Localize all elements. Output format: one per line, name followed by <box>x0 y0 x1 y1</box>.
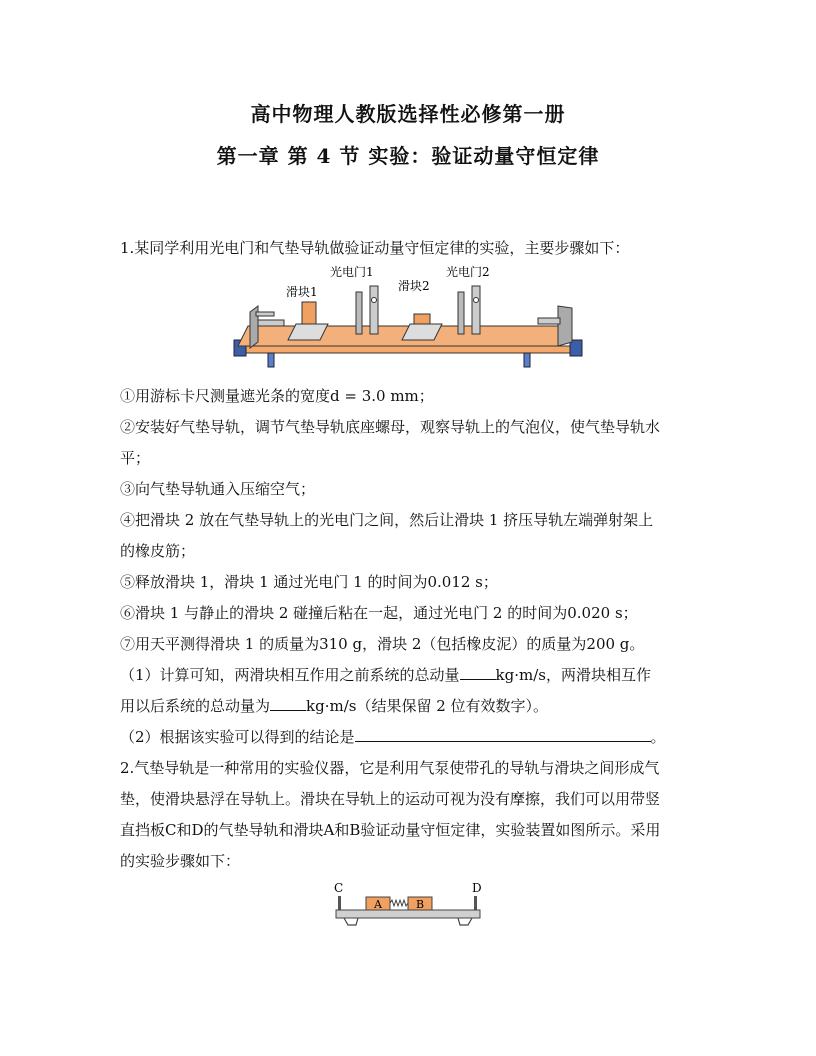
step-2: ②安装好气垫导轨，调节气垫导轨底座螺母，观察导轨上的气泡仪，使气垫导轨水 <box>120 418 661 436</box>
question-2-line1: 2.气垫导轨是一种常用的实验仪器，它是利用气泵使带孔的导轨与滑块之间形成气 <box>120 759 660 777</box>
photogate-2 <box>458 292 464 334</box>
question-1-intro: 1.某同学利用光电门和气垫导轨做验证动量守恒定律的实验，主要步骤如下： <box>120 239 630 257</box>
sub1-text-c: 用以后系统的总动量为 <box>120 697 271 715</box>
sub1-text-b: kg·m/s，两滑块相互作 <box>495 666 651 684</box>
sub-question-2 <box>120 727 700 747</box>
answer-blank-2[interactable] <box>270 696 306 711</box>
step-3: ③向气垫导轨通入压缩空气； <box>120 480 316 498</box>
label-gate1: 光电门1 <box>330 265 374 279</box>
air-track-photogate-figure <box>228 262 590 372</box>
step-6: ⑥滑块 1 与静止的滑块 2 碰撞后粘在一起，通过光电门 2 的时间为0.020 s； <box>120 604 638 622</box>
label-slider1: 滑块1 <box>286 285 318 299</box>
answer-blank-1[interactable] <box>460 665 496 680</box>
photogate-1 <box>356 292 362 334</box>
step-7: ⑦用天平测得滑块 1 的质量为310 g，滑块 2（包括橡皮泥）的质量为200 g。 <box>120 635 645 653</box>
spring-icon <box>390 900 408 906</box>
label-A: A <box>374 898 382 911</box>
label-gate2: 光电门2 <box>446 265 490 279</box>
sub-question-1-line2 <box>120 696 700 716</box>
question-2-line3: 直挡板C和D的气垫导轨和滑块A和B验证动量守恒定律，实验装置如图所示。采用 <box>120 821 661 839</box>
question-2-line4: 的实验步骤如下： <box>120 852 241 870</box>
sub2-text-a: （2）根据该实验可以得到的结论是 <box>120 728 355 746</box>
step-1: ①用游标卡尺测量遮光条的宽度d = 3.0 mm； <box>120 387 434 405</box>
label-B: B <box>416 898 425 911</box>
sub-question-1-line1 <box>120 665 700 685</box>
step-2-cont: 平； <box>120 449 151 467</box>
step-5: ⑤释放滑块 1，滑块 1 通过光电门 1 的时间为0.012 s； <box>120 573 498 591</box>
sub1-text-d: kg·m/s（结果保留 2 位有效数字）。 <box>306 697 549 715</box>
answer-blank-3[interactable] <box>355 727 651 742</box>
sub2-text-b: 。 <box>650 728 666 746</box>
section-subtitle: 第一章 第 4 节 实验：验证动量守恒定律 <box>216 144 600 168</box>
label-C: C <box>334 881 344 895</box>
question-2-line2: 垫，使滑块悬浮在导轨上。滑块在导轨上的运动可视为没有摩擦，我们可以用带竖 <box>120 790 661 808</box>
air-track-cd-figure <box>330 880 490 932</box>
step-4: ④把滑块 2 放在气垫导轨上的光电门之间，然后让滑块 1 挤压导轨左端弹射架上 <box>120 511 654 529</box>
document-title: 高中物理人教版选择性必修第一册 <box>250 102 566 126</box>
label-slider2: 滑块2 <box>398 279 430 293</box>
label-D: D <box>472 881 482 895</box>
step-4-cont: 的橡皮筋； <box>120 542 196 560</box>
sub1-text-a: （1）计算可知，两滑块相互作用之前系统的总动量 <box>120 666 460 684</box>
